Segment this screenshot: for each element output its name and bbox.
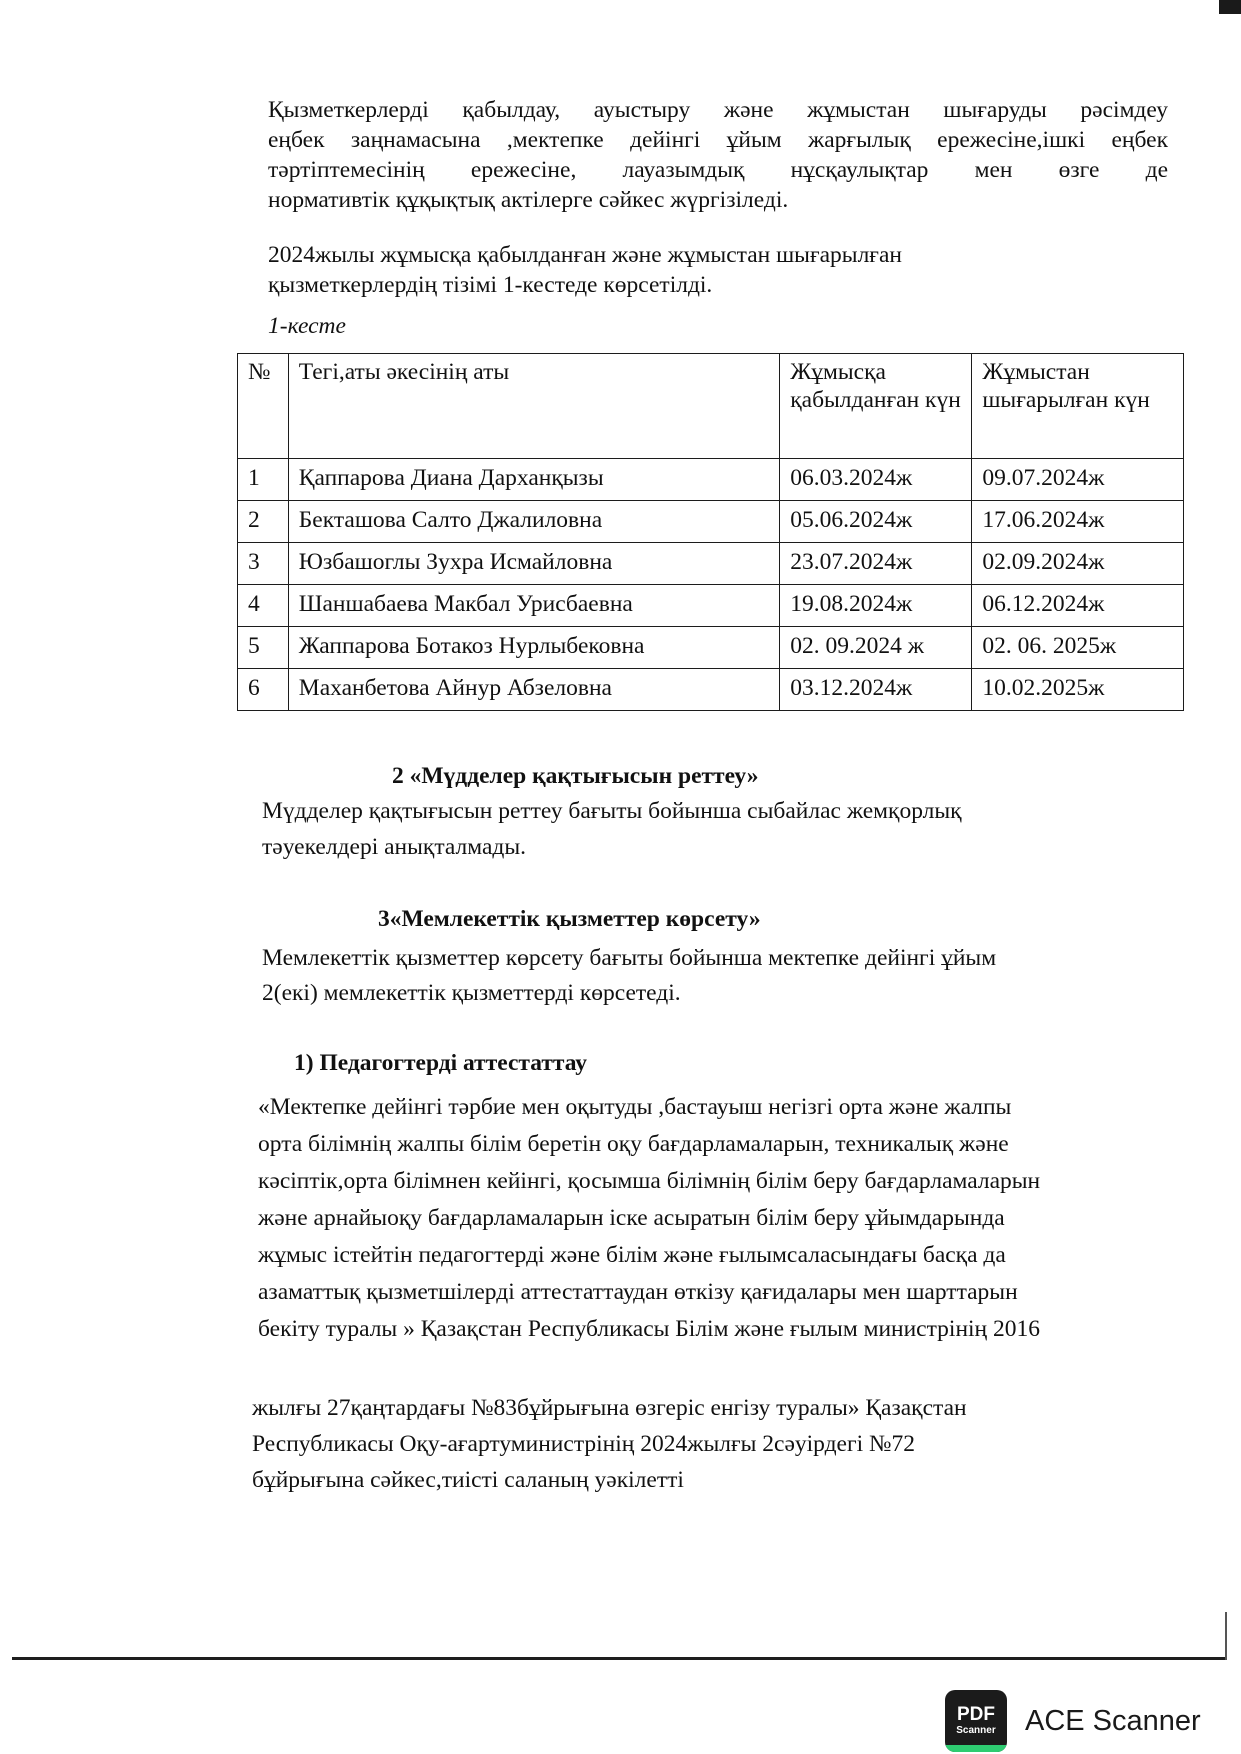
intro-paragraph: [268, 95, 1168, 215]
section-3-line: 2(екі) мемлекеттік қызметтерді көрсетеді.: [262, 980, 681, 1006]
staff-table: [237, 353, 1184, 711]
subsection-1-line: бекіту туралы » Қазақстан Республикасы Білім және ғылым министрінің 2016: [258, 1316, 1040, 1342]
header-hired-date: Жұмысқа қабылданған күн: [780, 354, 972, 459]
table-row: [238, 627, 1184, 669]
cell-hired: 06.03.2024ж: [780, 459, 972, 501]
cell-number: 2: [238, 501, 289, 543]
cell-name: Шаншабаева Макбал Урисбаевна: [288, 585, 779, 627]
cell-hired: 19.08.2024ж: [780, 585, 972, 627]
section-2-line: Мүдделер қақтығысын реттеу бағыты бойынша сыбайлас жемқорлық: [262, 798, 962, 824]
cell-number: 5: [238, 627, 289, 669]
cell-fired: 06.12.2024ж: [972, 585, 1184, 627]
subsection-1-line: «Мектепке дейінгі тәрбие мен оқытуды ,бастауыш негізгі орта және жалпы: [258, 1094, 1012, 1120]
cell-name: Бекташова Салто Джалиловна: [288, 501, 779, 543]
logo-text-top: PDF: [957, 1704, 995, 1725]
cell-hired: 23.07.2024ж: [780, 543, 972, 585]
table-row: [238, 543, 1184, 585]
table-row: [238, 459, 1184, 501]
continuation-line: жылғы 27қаңтардағы №83бұйрығына өзгеріс енгізу туралы» Қазақстан: [252, 1395, 967, 1421]
cell-fired: 02.09.2024ж: [972, 543, 1184, 585]
list-intro-line: 2024жылы жұмысқа қабылданған және жұмыстан шығарылған: [268, 242, 902, 268]
cell-fired: 10.02.2025ж: [972, 669, 1184, 711]
continuation-line: Республикасы Оқу-ағартуминистрінің 2024жылғы 2сәуірдегі №72: [252, 1431, 915, 1457]
section-2-line: тәуекелдері анықталмады.: [262, 834, 526, 860]
cell-name: Юзбашоглы Зухра Исмайловна: [288, 543, 779, 585]
section-3-line: Мемлекеттік қызметтер көрсету бағыты бойынша мектепке дейінгі ұйым: [262, 945, 997, 971]
logo-text-bottom: Scanner: [956, 1725, 996, 1736]
scanner-app-name: ACE Scanner: [1025, 1704, 1201, 1737]
cell-name: Қаппарова Диана Дарханқызы: [288, 459, 779, 501]
scanner-watermark: [945, 1690, 1201, 1752]
continuation-line: бұйрығына сәйкес,тиісті саланың уәкілетті: [252, 1467, 684, 1493]
table-caption: 1-кесте: [268, 313, 346, 339]
subsection-1-heading: 1) Педагогтерді аттестаттау: [294, 1050, 588, 1076]
cell-number: 4: [238, 585, 289, 627]
page-bottom-border: [12, 1657, 1225, 1660]
intro-line: Қызметкерлерді қабылдау, ауыстыру және жұмыстан шығаруды рәсімдеу: [268, 97, 1168, 123]
table-row: [238, 669, 1184, 711]
table-row: [238, 501, 1184, 543]
cell-number: 1: [238, 459, 289, 501]
table-row: [238, 585, 1184, 627]
intro-line: тәртіптемесінің ережесіне, лауазымдық нұсқаулықтар мен өзге де: [268, 157, 1168, 183]
cell-fired: 09.07.2024ж: [972, 459, 1184, 501]
cell-name: Жаппарова Ботакоз Нурлыбековна: [288, 627, 779, 669]
header-dismissed-date: Жұмыстан шығарылған күн: [972, 354, 1184, 459]
cell-hired: 03.12.2024ж: [780, 669, 972, 711]
header-number: №: [238, 354, 289, 459]
cell-number: 3: [238, 543, 289, 585]
page-right-border: [1225, 1612, 1227, 1660]
scan-edge-mark: [1219, 0, 1241, 14]
section-3-heading: 3«Мемлекеттік қызметтер көрсету»: [378, 906, 761, 932]
logo-accent-bar: [945, 1745, 1007, 1752]
pdf-scanner-logo-icon: [945, 1690, 1007, 1752]
intro-line: нормативтік құқықтық актілерге сәйкес жүргізіледі.: [268, 187, 789, 213]
cell-fired: 02. 06. 2025ж: [972, 627, 1184, 669]
cell-hired: 05.06.2024ж: [780, 501, 972, 543]
section-2-heading: 2 «Мүдделер қақтығысын реттеу»: [392, 763, 759, 789]
subsection-1-line: кәсіптік,орта білімнен кейінгі, қосымша білімнің білім беру бағдарламаларын: [258, 1168, 1041, 1194]
cell-name: Маханбетова Айнур Абзеловна: [288, 669, 779, 711]
cell-hired: 02. 09.2024 ж: [780, 627, 972, 669]
intro-line: еңбек заңнамасына ,мектепке дейінгі ұйым жарғылық ережесіне,ішкі еңбек: [268, 127, 1168, 153]
table-header-row: [238, 354, 1184, 459]
subsection-1-line: азаматтық қызметшілерді аттестаттаудан өткізу қағидалары мен шарттарын: [258, 1279, 1018, 1305]
subsection-1-line: орта білімнің жалпы білім беретін оқу бағдарламаларын, техникалық және: [258, 1131, 1009, 1157]
cell-number: 6: [238, 669, 289, 711]
subsection-1-line: және арнайыоқу бағдарламаларын іске асыратын білім беру ұйымдарында: [258, 1205, 1005, 1231]
header-full-name: Тегі,аты әкесінің аты: [288, 354, 779, 459]
subsection-1-line: жұмыс істейтін педагогтерді және білім және ғылымсаласындағы басқа да: [258, 1242, 1006, 1268]
cell-fired: 17.06.2024ж: [972, 501, 1184, 543]
list-intro-line: қызметкерлердің тізімі 1-кестеде көрсетілді.: [268, 272, 713, 298]
